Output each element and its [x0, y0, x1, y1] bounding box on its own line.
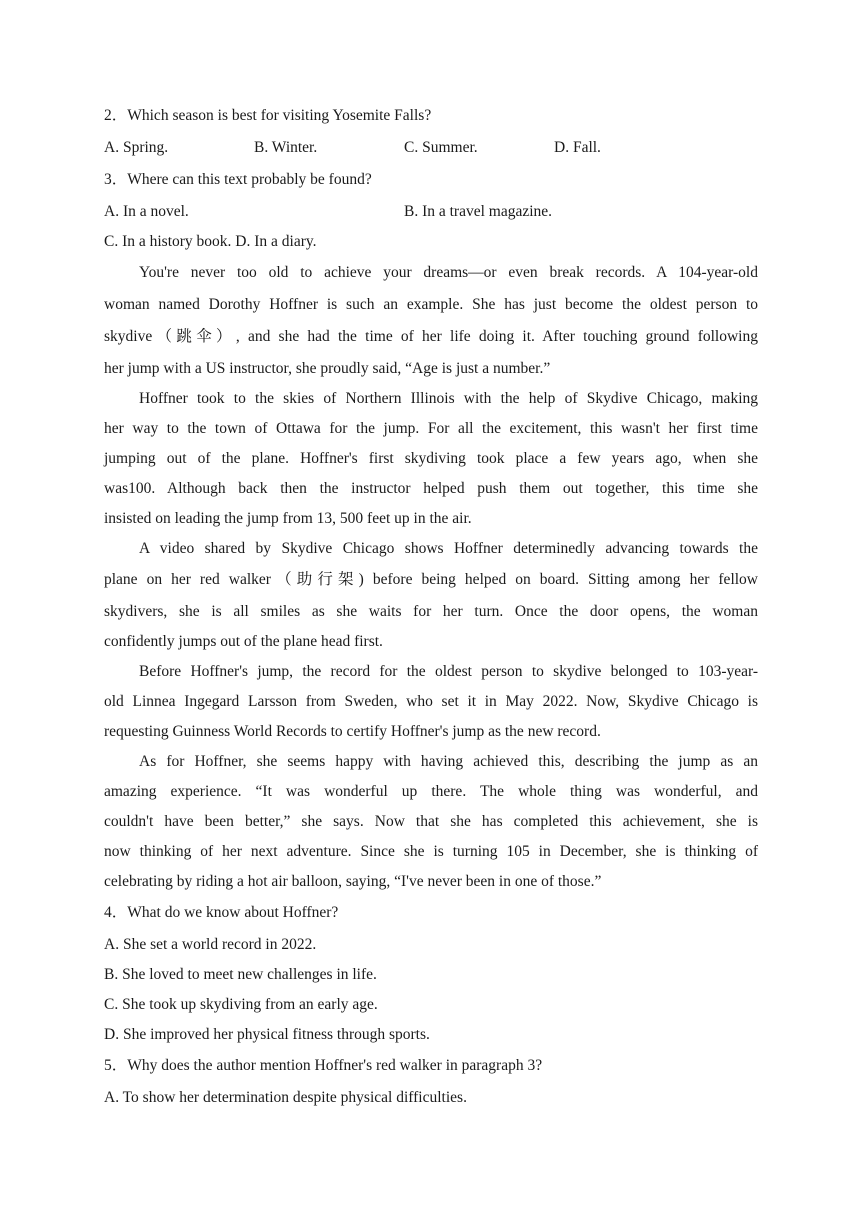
paragraph-4-line-3: requesting Guinness World Records to certify Hoffner's jump as the new record. [104, 723, 601, 740]
paragraph-5-line-4: now thinking of her next adventure. Since she is turning 105 in December, she is thinking of [104, 843, 758, 860]
paragraph-3-line-4: confidently jumps out of the plane head first. [104, 633, 383, 650]
paragraph-2-line-1: Hoffner took to the skies of Northern Illinois with the help of Skydive Chicago, making [139, 390, 758, 407]
question-4-option-d: D. She improved her physical fitness through sports. [104, 1026, 430, 1043]
paragraph-2-line-3: jumping out of the plane. Hoffner's first skydiving took place a few years ago, when she [104, 450, 758, 467]
paragraph-1-line-4: her jump with a US instructor, she proudly said, “Age is just a number.” [104, 360, 551, 377]
question-4-option-c: C. She took up skydiving from an early age. [104, 996, 378, 1013]
question-4-stem: 4．What do we know about Hoffner? [104, 904, 339, 921]
question-3-option-a: A. In a novel. [104, 203, 189, 220]
paragraph-2-line-5: insisted on leading the jump from 13, 500 feet up in the air. [104, 510, 472, 527]
question-5-option-a: A. To show her determination despite physical difficulties. [104, 1089, 467, 1106]
paragraph-5-line-2: amazing experience. “It was wonderful up there. The whole thing was wonderful, and [104, 783, 758, 800]
paragraph-5-line-1: As for Hoffner, she seems happy with having achieved this, describing the jump as an [139, 753, 758, 770]
paragraph-1-line-3: skydive（跳伞）, and she had the time of her life doing it. After touching ground following [104, 328, 758, 345]
paragraph-5-line-3: couldn't have been better,” she says. Now that she has completed this achievement, she is [104, 813, 758, 830]
question-2-option-b: B. Winter. [254, 139, 318, 156]
question-3-option-b: B. In a travel magazine. [404, 203, 553, 220]
question-2-stem: 2．Which season is best for visiting Yosemite Falls? [104, 107, 432, 124]
paragraph-3-line-1: A video shared by Skydive Chicago shows Hoffner determinedly advancing towards the [139, 540, 758, 557]
question-2-option-c: C. Summer. [404, 139, 478, 156]
question-5-stem: 5．Why does the author mention Hoffner's red walker in paragraph 3? [104, 1057, 543, 1074]
paragraph-4-line-2: old Linnea Ingegard Larsson from Sweden, who set it in May 2022. Now, Skydive Chicago is [104, 693, 758, 710]
paragraph-1-line-1: You're never too old to achieve your dreams—or even break records. A 104-year-old [139, 264, 758, 281]
paragraph-3-line-2: plane on her red walker（助行架) before being helped on board. Sitting among her fellow [104, 571, 758, 588]
paragraph-5-line-5: celebrating by riding a hot air balloon, saying, “I've never been in one of those.” [104, 873, 602, 890]
paragraph-2-line-2: her way to the town of Ottawa for the jump. For all the excitement, this wasn't her first time [104, 420, 758, 437]
paragraph-2-line-4: was100. Although back then the instructor helped push them out together, this time she [104, 480, 758, 497]
paragraph-1-line-2: woman named Dorothy Hoffner is such an example. She has just become the oldest person to [104, 296, 758, 313]
paragraph-4-line-1: Before Hoffner's jump, the record for the oldest person to skydive belonged to 103-year- [139, 663, 758, 680]
question-2-option-d: D. Fall. [554, 139, 601, 156]
question-3-stem: 3．Where can this text probably be found? [104, 171, 372, 188]
question-2-option-a: A. Spring. [104, 139, 169, 156]
question-3-option-cd: C. In a history book. D. In a diary. [104, 233, 317, 250]
paragraph-3-line-3: skydivers, she is all smiles as she waits for her turn. Once the door opens, the woman [104, 603, 758, 620]
question-4-option-a: A. She set a world record in 2022. [104, 936, 317, 953]
question-4-option-b: B. She loved to meet new challenges in life. [104, 966, 377, 983]
